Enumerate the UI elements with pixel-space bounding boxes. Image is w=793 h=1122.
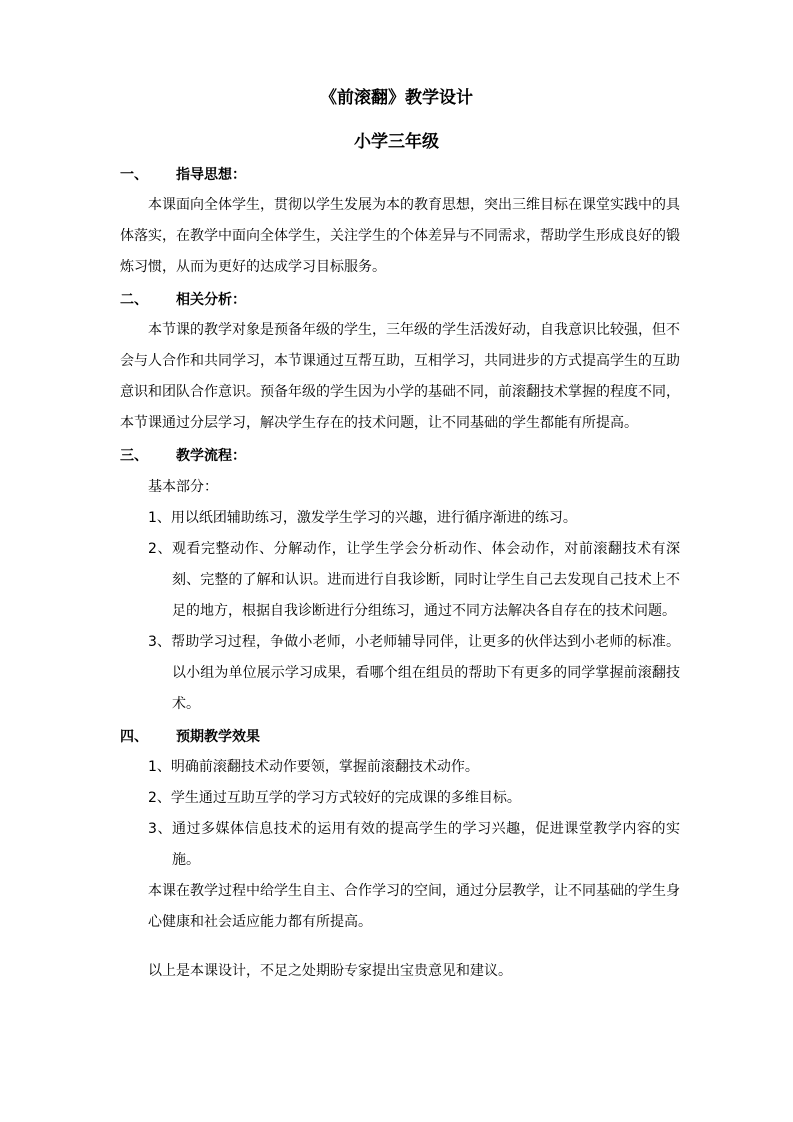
process-item-2: 2、观看完整动作、分解动作，让学生学会分析动作、体会动作，对前滚翻技术有深刻、完整的了解和认识。进而进行自我诊断，同时让学生自己去发现自己技术上不足的地方，根据自我诊断进行分组练习，通过不同方法解决各自存在的技术问题。: [148, 541, 680, 619]
effect-item-3: 3、通过多媒体信息技术的运用有效的提高学生的学习兴趣，促进课堂教学内容的实施。: [148, 821, 680, 868]
section-number: 四、: [120, 729, 148, 745]
effect-item-2: 2、学生通过互助互学的学习方式较好的完成课的多维目标。: [148, 790, 521, 806]
section-heading-4: [120, 727, 260, 747]
section-heading-1: [120, 165, 246, 185]
process-item-3: 3、帮助学习过程，争做小老师，小老师辅导同伴，让更多的伙伴达到小老师的标准。以小组为单位展示学习成果，看哪个组在组员的帮助下有更多的同学掌握前滚翻技术。: [148, 634, 680, 712]
section-number: 三、: [120, 448, 148, 464]
guiding-thought-paragraph: 本课面向全体学生，贯彻以学生发展为本的教育思想，突出三维目标在课堂实践中的具体落实，在教学中面向全体学生，关注学生的个体差异与不同需求，帮助学生形成良好的锻炼习惯，从而为更好的达成学习目标服务。: [120, 197, 680, 275]
document-title: 《前滚翻》教学设计: [320, 88, 473, 108]
process-item-1: 1、用以纸团辅助练习，激发学生学习的兴趣，进行循序渐进的练习。: [148, 510, 577, 526]
analysis-paragraph: 本节课的教学对象是预备年级的学生，三年级的学生活泼好动，自我意识比较强，但不会与人合作和共同学习，本节课通过互帮互助，互相学习，共同进步的方式提高学生的互助意识和团队合作意识。预备年级的学生因为小学的基础不同，前滚翻技术掌握的程度不同，本节课通过分层学习，解决学生存在的技术问题，让不同基础的学生都能有所提高。: [120, 322, 680, 431]
section-number: 一、: [120, 167, 148, 183]
closing-remark: 以上是本课设计，不足之处期盼专家提出宝贵意见和建议。: [148, 963, 512, 979]
section-number: 二、: [120, 292, 148, 308]
section-title: 预期教学效果: [176, 729, 260, 745]
section-title: 教学流程：: [176, 448, 246, 464]
conclusion-paragraph: 本课在教学过程中给学生自主、合作学习的空间，通过分层教学，让不同基础的学生身心健康和社会适应能力都有所提高。: [148, 883, 680, 930]
document-subtitle: 小学三年级: [354, 132, 439, 152]
section-heading-3: [120, 446, 246, 466]
section-title: 指导思想：: [176, 167, 246, 183]
section-heading-2: [120, 290, 246, 310]
effect-item-1: 1、明确前滚翻技术动作要领，掌握前滚翻技术动作。: [148, 759, 479, 775]
process-intro: 基本部分：: [148, 479, 218, 495]
section-title: 相关分析：: [176, 292, 246, 308]
